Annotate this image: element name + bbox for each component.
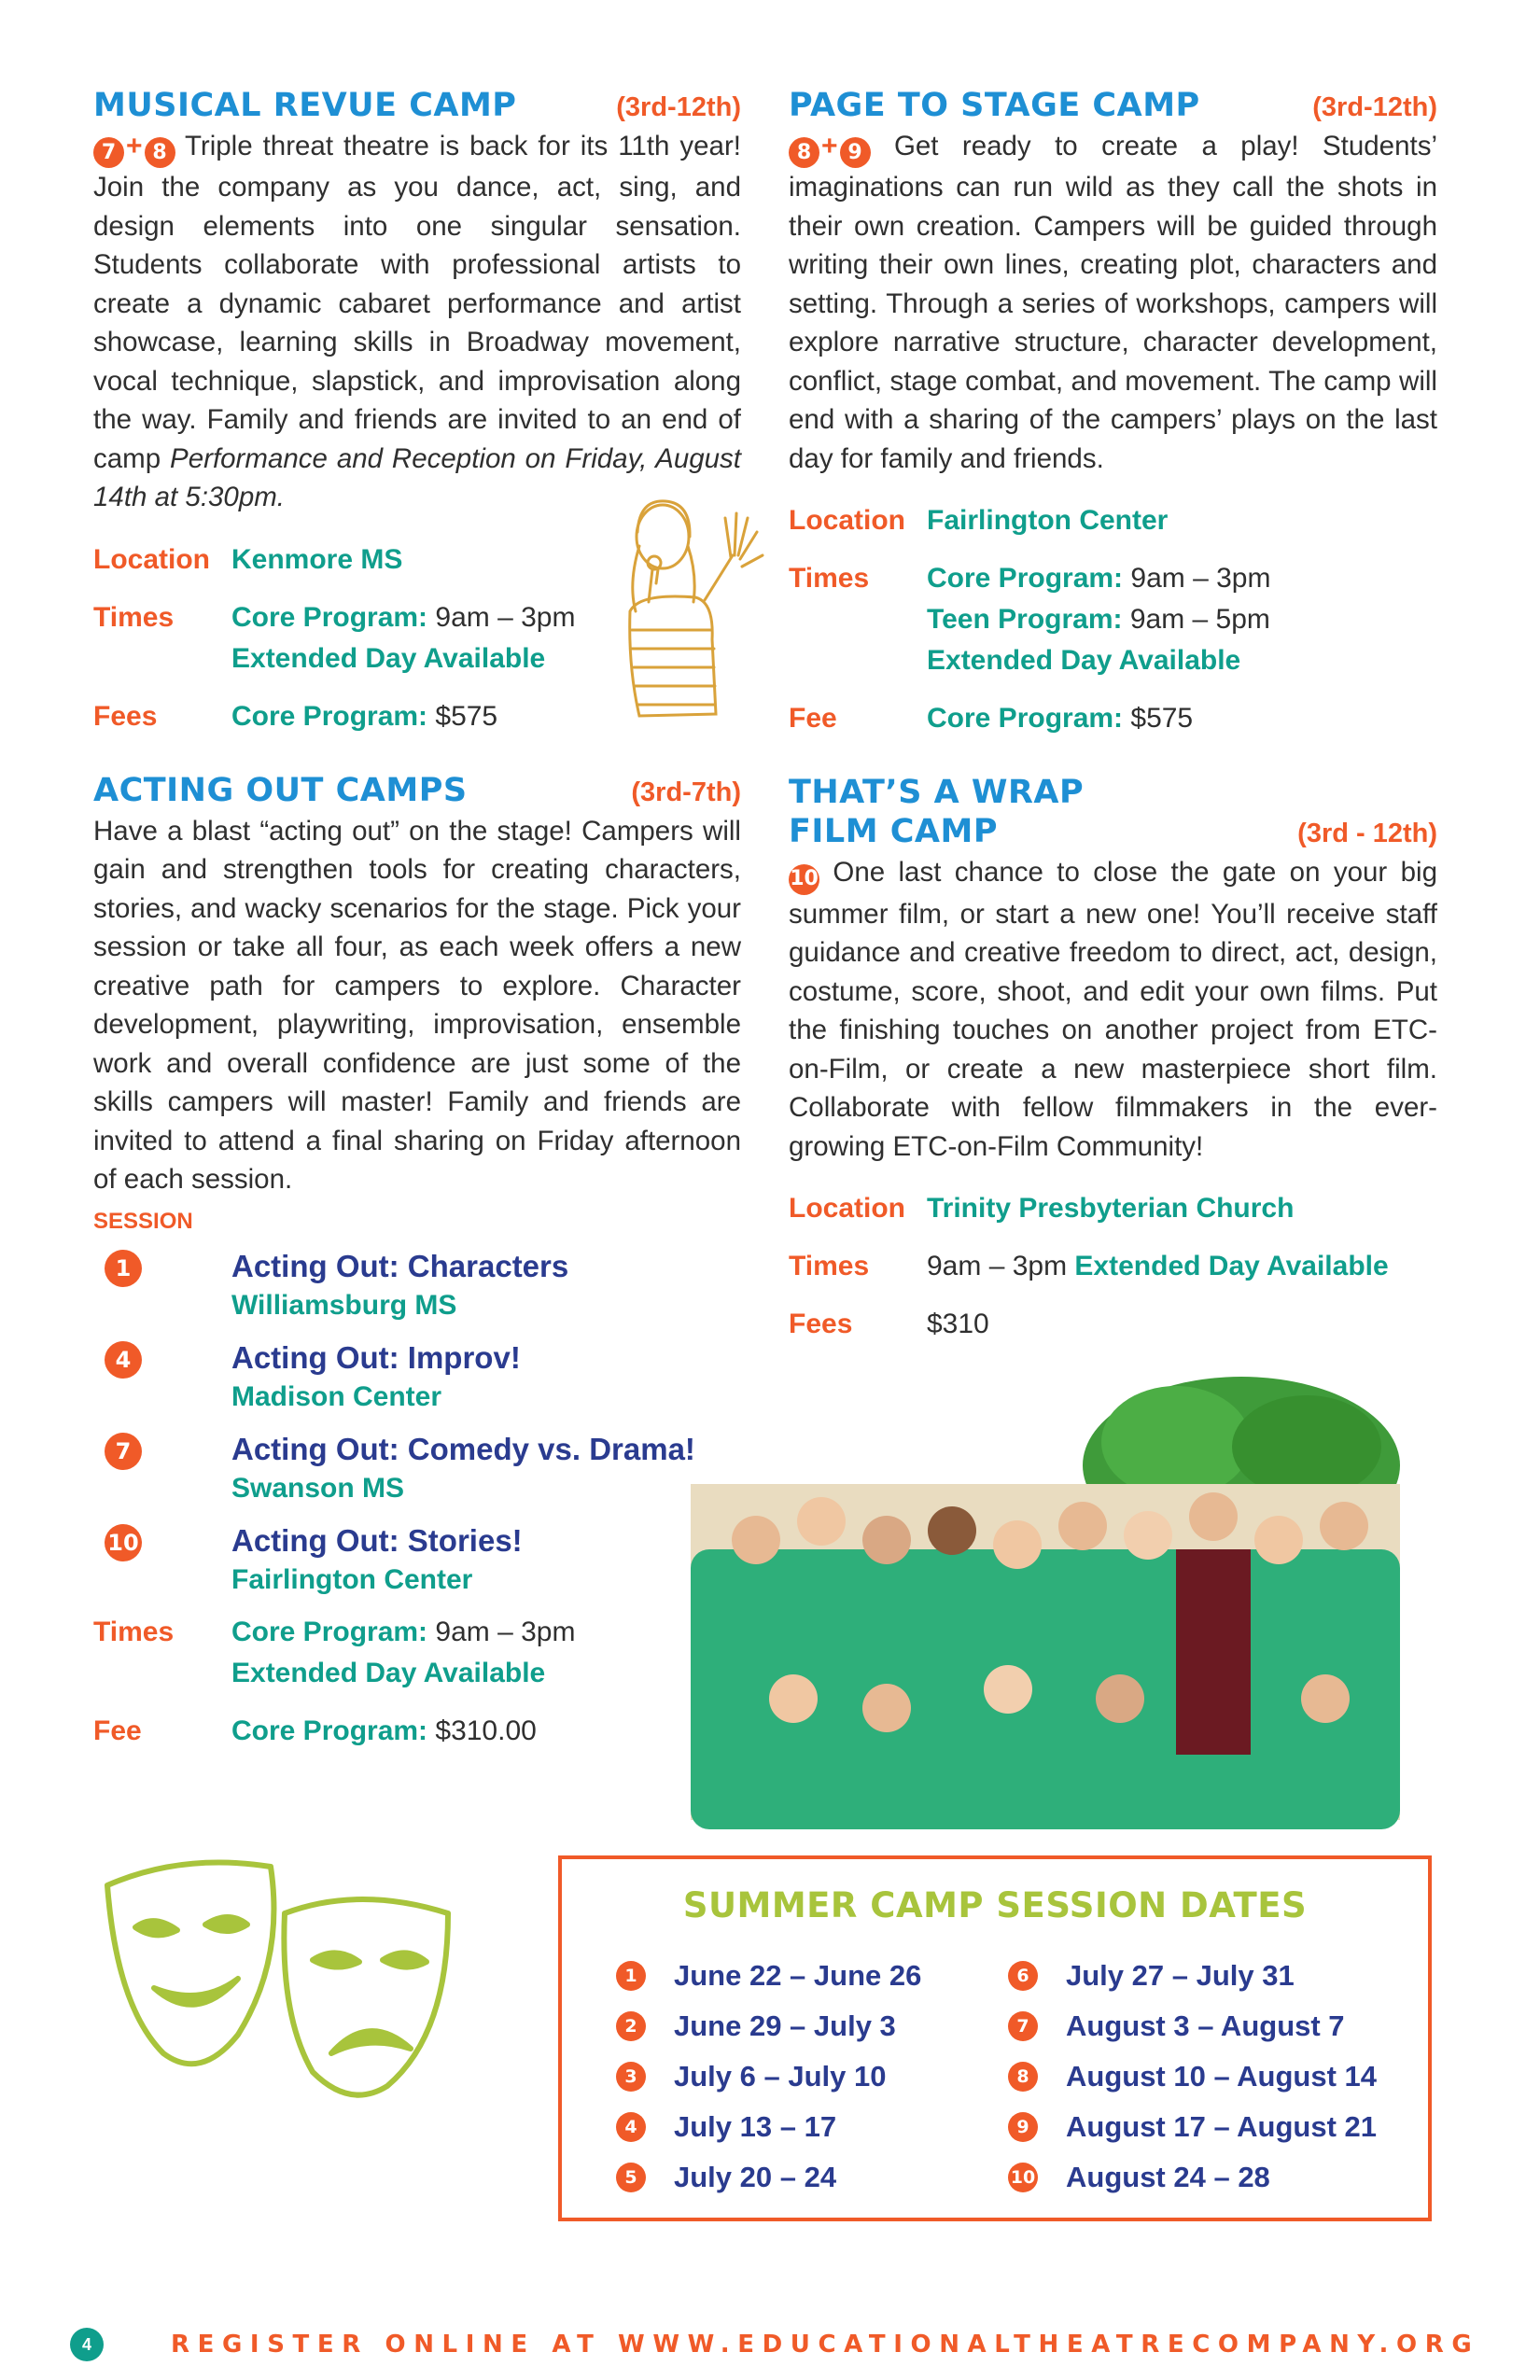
- core-program-label: Core Program:: [231, 601, 428, 633]
- date-item: [1008, 2152, 1400, 2203]
- core-program-label: Core Program:: [231, 1616, 428, 1647]
- plus-sign: +: [821, 131, 838, 161]
- page-number-badge: 4: [70, 2328, 104, 2361]
- page-to-stage-title: PAGE TO STAGE CAMP: [789, 87, 1200, 124]
- session-badge: 7: [93, 137, 124, 168]
- location-label: Location: [93, 543, 210, 575]
- session-badge: 9: [840, 137, 871, 168]
- theatre-masks-icon: [98, 1848, 462, 2109]
- date-range: July 6 – July 10: [674, 2060, 887, 2093]
- session-dates-box: [558, 1855, 1432, 2221]
- session-item: [93, 1429, 741, 1507]
- extended-day: Extended Day Available: [1074, 1251, 1389, 1281]
- times-label: Times: [789, 1251, 870, 1281]
- date-range: August 17 – August 21: [1066, 2110, 1378, 2143]
- film-camp-text: One last chance to close the gate on your big summer film, or start a new one! You’ll receive staff guidance and creative freedom to direct, act, design, costume, score, shoot, and edit your own films. Put the finishing touches on another project from ETC-on-Film, or create a new masterpiece short film. Collaborate with fellow filmmakers in the ever-growing ETC-on-Film Community!: [789, 857, 1437, 1162]
- musical-revue-text: Triple threat theatre is back for its 11th year! Join the company as you dance, act, sing, and design elements into one singular sensation. Students collaborate with professional artists to create a dynamic cabaret performance and artist showcase, learning skills in Broadway movement, vocal technique, slapstick, and improvisation along the way. Family and friends are invited to an end of camp: [93, 131, 741, 474]
- session-list: [93, 1246, 741, 1599]
- session-title: Acting Out: Characters: [231, 1248, 569, 1283]
- location-value: Kenmore MS: [231, 543, 403, 575]
- session-title: Acting Out: Stories!: [231, 1522, 523, 1558]
- core-program-time: 9am – 3pm: [427, 1616, 576, 1647]
- date-number-badge: 1: [616, 1961, 646, 1991]
- fee-label: Fee: [789, 703, 837, 735]
- page-footer: [70, 2328, 1479, 2361]
- plus-sign: +: [126, 131, 143, 161]
- session-venue: Fairlington Center: [231, 1563, 473, 1595]
- session-number-badge: 7: [105, 1433, 142, 1470]
- session-dates-grid: [616, 1951, 1400, 2203]
- date-item: [1008, 1951, 1400, 2001]
- fee-value: $575: [427, 700, 498, 732]
- film-camp-title-line2: FILM CAMP: [789, 813, 999, 851]
- date-number-badge: 8: [1008, 2062, 1038, 2092]
- fee-value: $575: [1123, 703, 1194, 735]
- extended-day: Extended Day Available: [231, 642, 546, 674]
- session-item: [93, 1337, 741, 1416]
- extended-day: Extended Day Available: [927, 645, 1241, 677]
- location-value: Fairlington Center: [927, 505, 1169, 537]
- date-number-badge: 5: [616, 2163, 646, 2192]
- session-number-badge: 4: [105, 1341, 142, 1379]
- acting-out-grade: (3rd-7th): [631, 777, 741, 807]
- singer-illustration: [611, 481, 770, 733]
- film-time: 9am – 3pm: [927, 1251, 1075, 1281]
- date-number-badge: 3: [616, 2062, 646, 2092]
- location-label: Location: [789, 505, 905, 537]
- date-number-badge: 7: [1008, 2011, 1038, 2041]
- date-range: July 27 – July 31: [1066, 1959, 1295, 1992]
- session-item: [93, 1246, 741, 1324]
- page-to-stage-section: [789, 86, 1437, 739]
- date-range: August 3 – August 7: [1066, 2009, 1345, 2042]
- musical-revue-title: MUSICAL REVUE CAMP: [93, 87, 517, 124]
- date-item: [616, 2102, 1008, 2152]
- times-label: Times: [789, 563, 870, 595]
- date-item: [1008, 2102, 1400, 2152]
- fees-label: Fees: [789, 1309, 853, 1339]
- date-range: July 20 – 24: [674, 2161, 837, 2193]
- date-range: August 10 – August 14: [1066, 2060, 1378, 2093]
- core-program-label: Core Program:: [927, 563, 1124, 595]
- film-camp-title-line1: THAT’S A WRAP: [789, 774, 1085, 812]
- location-value: Trinity Presbyterian Church: [927, 1193, 1295, 1224]
- fee-core-label: Core Program:: [231, 1715, 428, 1746]
- film-camp-section: [789, 773, 1437, 1345]
- session-label: SESSION: [93, 1208, 193, 1234]
- session-venue: Madison Center: [231, 1380, 442, 1412]
- fee-core-label: Core Program:: [231, 700, 428, 732]
- session-item: [93, 1520, 741, 1599]
- register-online-link[interactable]: REGISTER ONLINE AT WWW.EDUCATIONALTHEATRECOMPANY.ORG: [171, 2331, 1480, 2359]
- fee-label: Fee: [93, 1715, 142, 1746]
- page-to-stage-description: [789, 127, 1437, 478]
- fee-value: $310: [927, 1309, 989, 1339]
- date-item: [616, 2152, 1008, 2203]
- location-label: Location: [789, 1193, 905, 1224]
- core-program-time: 9am – 3pm: [427, 601, 576, 633]
- page-to-stage-text: Get ready to create a play! Students’ imaginations can run wild as they call the shots in their own creation. Campers will be guided through writing their own lines, creating plot, characters and setting. Through a series of workshops, campers will explore narrative structure, character development, conflict, stage combat, and movement. The camp will end with a sharing of the campers’ plays on the last day for family and friends.: [789, 131, 1437, 474]
- session-badge: 8: [789, 137, 819, 168]
- date-number-badge: 9: [1008, 2112, 1038, 2142]
- teen-program-time: 9am – 5pm: [1122, 604, 1270, 636]
- session-venue: Williamsburg MS: [231, 1289, 457, 1321]
- session-title: Acting Out: Improv!: [231, 1339, 521, 1375]
- date-item: [616, 2051, 1008, 2102]
- date-number-badge: 6: [1008, 1961, 1038, 1991]
- session-number-badge: 10: [105, 1524, 142, 1561]
- musical-revue-description: [93, 127, 741, 517]
- date-range: June 29 – July 3: [674, 2009, 896, 2042]
- date-item: [1008, 2001, 1400, 2051]
- acting-out-section: [93, 771, 741, 1752]
- fees-label: Fees: [93, 700, 158, 732]
- session-number-badge: 1: [105, 1250, 142, 1287]
- date-range: August 24 – 28: [1066, 2161, 1270, 2193]
- core-program-time: 9am – 3pm: [1123, 563, 1271, 595]
- date-item: [1008, 2051, 1400, 2102]
- times-label: Times: [93, 1616, 175, 1647]
- acting-out-title: ACTING OUT CAMPS: [93, 771, 468, 809]
- session-dates-title: SUMMER CAMP SESSION DATES: [682, 1885, 1308, 1925]
- date-range: June 22 – June 26: [674, 1959, 922, 1992]
- date-item: [616, 2001, 1008, 2051]
- musical-revue-grade: (3rd-12th): [616, 92, 741, 122]
- date-number-badge: 2: [616, 2011, 646, 2041]
- page-to-stage-info: [789, 500, 1437, 739]
- right-column: [789, 86, 1437, 1362]
- film-camp-description: [789, 853, 1437, 1166]
- session-badge: 8: [145, 137, 175, 168]
- session-venue: Swanson MS: [231, 1472, 405, 1504]
- date-range: July 13 – 17: [674, 2110, 837, 2143]
- session-badge: 10: [789, 864, 819, 895]
- times-label: Times: [93, 601, 175, 633]
- campers-group-photo: [653, 1353, 1475, 1853]
- date-item: [616, 1951, 1008, 2001]
- teen-program-label: Teen Program:: [927, 604, 1123, 636]
- date-number-badge: 4: [616, 2112, 646, 2142]
- acting-out-info: [93, 1612, 741, 1752]
- fee-core-label: Core Program:: [927, 703, 1124, 735]
- film-camp-info: [789, 1188, 1437, 1345]
- left-column: [93, 86, 741, 1769]
- film-camp-grade: (3rd - 12th): [1297, 819, 1437, 849]
- fee-value: $310.00: [427, 1715, 537, 1746]
- date-number-badge: 10: [1008, 2163, 1038, 2192]
- musical-revue-performance: Performance and Reception on Friday, August 14th at 5:30pm.: [93, 442, 741, 513]
- extended-day: Extended Day Available: [231, 1657, 546, 1688]
- page-to-stage-grade: (3rd-12th): [1312, 92, 1437, 122]
- acting-out-description: Have a blast “acting out” on the stage! Campers will gain and strengthen tools for creating characters, stories, and wacky scenarios for the stage. Pick your session or take all four, as each week offers a new creative path for campers to explore. Character development, playwriting, improvisation, ensemble work and overall confidence are just some of the skills campers will master! Family and friends are invited to attend a final sharing on Friday afternoon of each session.: [93, 815, 741, 1196]
- session-title: Acting Out: Comedy vs. Drama!: [231, 1431, 695, 1466]
